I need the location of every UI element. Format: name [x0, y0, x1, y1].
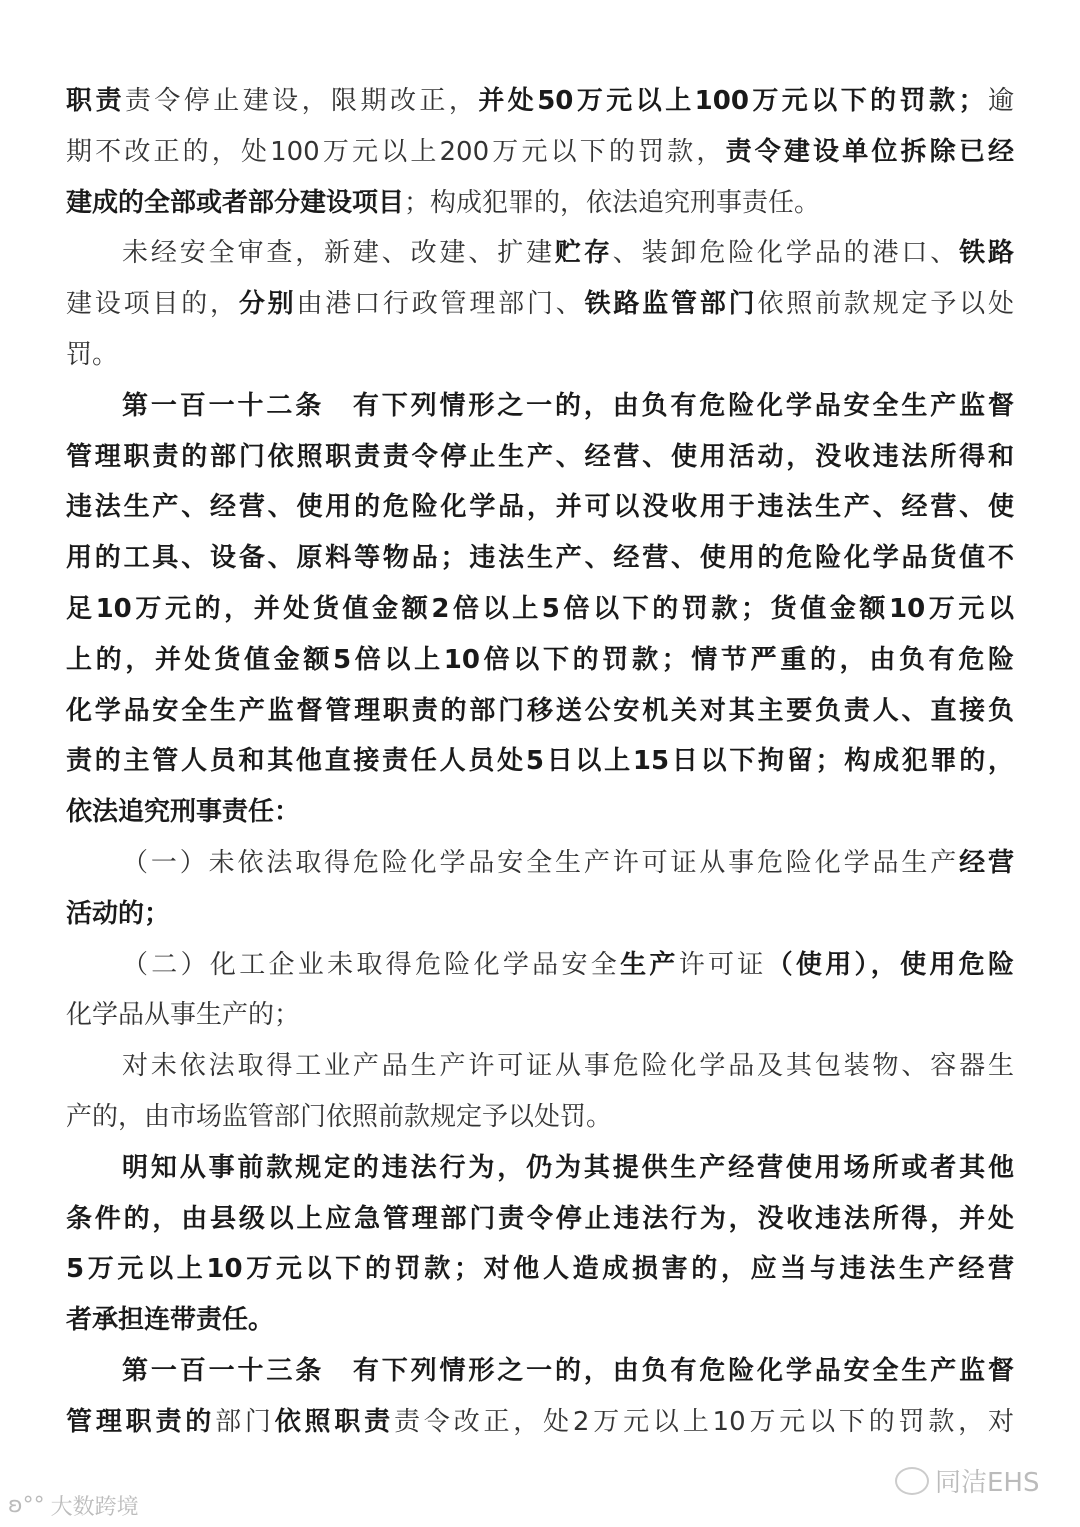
text-segment: 责的主管人员和其他直接责任人员处5日以上15日以下拘留；构成犯罪的， — [66, 746, 1014, 777]
text-line — [66, 1397, 1014, 1448]
text-line — [66, 76, 1014, 127]
text-segment: 职责 — [66, 86, 125, 116]
text-segment: 用的工具、设备、原料等物品；违法生产、经营、使用的危险化学品货值不 — [66, 543, 1014, 574]
watermark-right-text: 同洁EHS — [935, 1468, 1040, 1498]
watermark-left — [8, 1490, 139, 1521]
text-line — [66, 178, 1014, 229]
text-line — [66, 279, 1014, 330]
text-segment: 第一百一十二条 有下列情形之一的，由负有危险化学品安全生产监督 — [122, 390, 1014, 421]
text-line — [66, 127, 1014, 178]
text-segment: 依法追究刑事责任： — [66, 797, 301, 828]
text-segment: 由港口行政管理部门、 — [296, 289, 585, 320]
logo-icon: ʚ°° — [8, 1493, 45, 1518]
text-line — [66, 686, 1014, 737]
text-segment: （二）化工企业未取得危险化学品安全 — [122, 949, 621, 980]
text-segment: 责令建设单位拆除已经 — [725, 136, 1014, 167]
text-segment: 上的，并处货值金额5倍以上10倍以下的罚款；情节严重的，由负有危险 — [66, 644, 1014, 675]
text-segment: 违法生产、经营、使用的危险化学品，并可以没收用于违法生产、经营、使 — [66, 492, 1014, 523]
text-line — [66, 482, 1014, 533]
text-line — [66, 1143, 1014, 1194]
text-segment: 经营 — [959, 847, 1014, 878]
text-segment: 5万元以上10万元以下的罚款；对他人造成损害的，应当与违法生产经营 — [66, 1254, 1014, 1285]
text-segment: 罚。 — [66, 339, 119, 370]
wechat-icon — [895, 1467, 929, 1495]
text-line — [66, 940, 1014, 991]
text-segment: 管理职责的 — [66, 1406, 216, 1437]
text-line — [66, 1295, 1014, 1346]
text-segment: ；构成犯罪的，依法追究刑事责任。 — [404, 187, 821, 218]
text-segment: 逾 — [984, 86, 1014, 116]
text-line — [66, 990, 1014, 1041]
document-body — [66, 76, 1014, 1448]
text-segment: 分别 — [238, 289, 297, 320]
text-segment: 足10万元的，并处货值金额2倍以上5倍以下的罚款；货值金额10万元以 — [66, 593, 1014, 624]
text-segment: （使用），使用危险 — [766, 949, 1014, 980]
text-line — [66, 1244, 1014, 1295]
text-segment: 未经安全审查，新建、改建、扩建 — [122, 238, 555, 269]
text-segment: 依照职责 — [274, 1406, 395, 1437]
text-line — [66, 584, 1014, 635]
text-line — [66, 1194, 1014, 1245]
text-segment: 产的，由市场监管部门依照前款规定予以处罚。 — [66, 1101, 613, 1132]
text-segment: 活动的； — [66, 898, 171, 929]
text-segment: （一）未依法取得危险化学品安全生产许可证从事危险化学品生产 — [122, 847, 960, 878]
text-line — [66, 889, 1014, 940]
watermark-left-text: 大数跨境 — [50, 1495, 139, 1520]
text-line — [66, 228, 1014, 279]
text-line — [66, 381, 1014, 432]
text-segment: 对未依法取得工业产品生产许可证从事危险化学品及其包装物、容器生 — [122, 1051, 1014, 1082]
text-segment: 条件的，由县级以上应急管理部门责令停止违法行为，没收违法所得，并处 — [66, 1203, 1014, 1234]
text-segment: 化学品从事生产的； — [66, 1000, 301, 1031]
text-segment: 、装卸危险化学品的港口、 — [612, 238, 960, 269]
text-line — [66, 533, 1014, 584]
text-segment: 铁路 — [959, 238, 1014, 269]
text-segment: 第一百一十三条 有下列情形之一的，由负有危险化学品安全生产监督 — [122, 1355, 1014, 1386]
text-segment: 许可证 — [678, 949, 767, 980]
watermark-right — [895, 1462, 1039, 1499]
text-line — [66, 787, 1014, 838]
text-line — [66, 432, 1014, 483]
text-line — [66, 736, 1014, 787]
text-segment: 建成的全部或者部分建设项目 — [66, 187, 405, 218]
text-segment: 贮存 — [554, 238, 613, 269]
text-line — [66, 330, 1014, 381]
text-segment: 责令改正，处2万元以上10万元以下的罚款，对 — [394, 1406, 1014, 1437]
text-segment: 铁路监管部门 — [584, 289, 758, 320]
text-line — [66, 1092, 1014, 1143]
text-line — [66, 1041, 1014, 1092]
text-segment: 化学品安全生产监督管理职责的部门移送公安机关对其主要负责人、直接负 — [66, 695, 1014, 726]
text-segment: 生产 — [620, 949, 679, 980]
text-segment: 管理职责的部门依照职责责令停止生产、经营、使用活动，没收违法所得和 — [66, 441, 1014, 472]
text-segment: 责令停止建设，限期改正， — [124, 86, 479, 116]
text-line — [66, 635, 1014, 686]
text-segment: 部门 — [215, 1406, 275, 1437]
text-segment: 者承担连带责任。 — [66, 1305, 275, 1336]
text-segment: 依照前款规定予以处 — [757, 289, 1014, 320]
text-segment: 明知从事前款规定的违法行为，仍为其提供生产经营使用场所或者其他 — [122, 1152, 1014, 1183]
text-segment: 建设项目的， — [66, 289, 239, 320]
text-segment: 并处50万元以上100万元以下的罚款； — [478, 86, 985, 116]
text-line — [66, 838, 1014, 889]
text-segment: 期不改正的，处100万元以上200万元以下的罚款， — [66, 136, 726, 167]
text-line — [66, 1346, 1014, 1397]
